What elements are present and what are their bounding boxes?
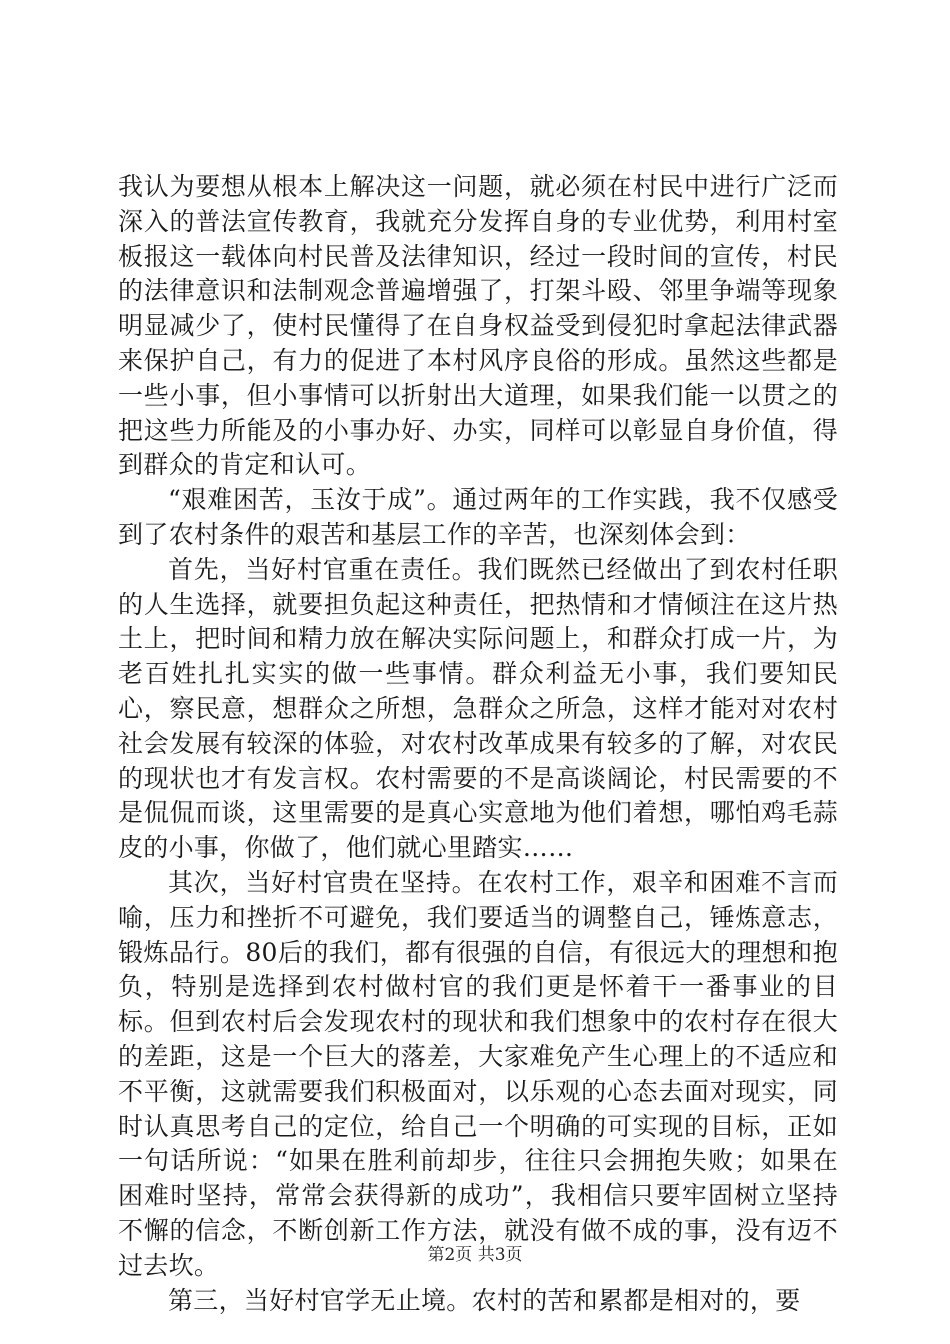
paragraph-5: 第三，当好村官学无止境。农村的苦和累都是相对的，要 [168,1285,801,1315]
page-footer: 第2页 共3页 [427,1245,523,1265]
document-body [118,170,838,1318]
paragraph-2: “艰难困苦，玉汝于成”。通过两年的工作实践，我不仅感受到了农村条件的艰苦和基层工作的辛苦，也深刻体会到： [118,485,838,549]
paragraph-4: 其次，当好村官贵在坚持。在农村工作，艰辛和困难不言而喻，压力和挫折不可避免，我们要适当的调整自己，锤炼意志，锻炼品行。80后的我们，都有很强的自信，有很远大的理想和抱负，特别是选择到农村做村官的我们更是怀着干一番事业的目标。但到农村后会发现农村的现状和我们想象中的农村存在很大的差距，这是一个巨大的落差，大家难免产生心理上的不适应和不平衡，这就需要我们积极面对，以乐观的心态去面对现实，同时认真思考自己的定位，给自己一个明确的可实现的目标，正如一句话所说：“如果在胜利前却步，往往只会拥抱失败；如果在困难时坚持，常常会获得新的成功”，我相信只要牢固树立坚持不懈的信念，不断创新工作方法，就没有做不成的事，没有迈不过去坎。 [118,867,838,1280]
paragraph-1: 我认为要想从根本上解决这一问题，就必须在村民中进行广泛而深入的普法宣传教育，我就充分发挥自身的专业优势，利用村室板报这一载体向村民普及法律知识，经过一段时间的宣传，村民的法律意识和法制观念普遍增强了，打架斗殴、邻里争端等现象明显减少了，使村民懂得了在自身权益受到侵犯时拿起法律武器来保护自己，有力的促进了本村风序良俗的形成。虽然这些都是一些小事，但小事情可以折射出大道理，如果我们能一以贯之的把这些力所能及的小事办好、办实，同样可以彰显自身价值，得到群众的肯定和认可。 [118,172,838,480]
paragraph-3: 首先，当好村官重在责任。我们既然已经做出了到农村任职的人生选择，就要担负起这种责任，把热情和才情倾注在这片热土上，把时间和精力放在解决实际问题上，和群众打成一片，为老百姓扎扎实实的做一些事情。群众利益无小事，我们要知民心，察民意，想群众之所想，急群众之所急，这样才能对对农村社会发展有较深的体验，对农村改革成果有较多的了解，对农民的现状也才有发言权。农村需要的不是高谈阔论，村民需要的不是侃侃而谈，这里需要的是真心实意地为他们着想，哪怕鸡毛蒜皮的小事，你做了，他们就心里踏实…… [118,554,838,863]
